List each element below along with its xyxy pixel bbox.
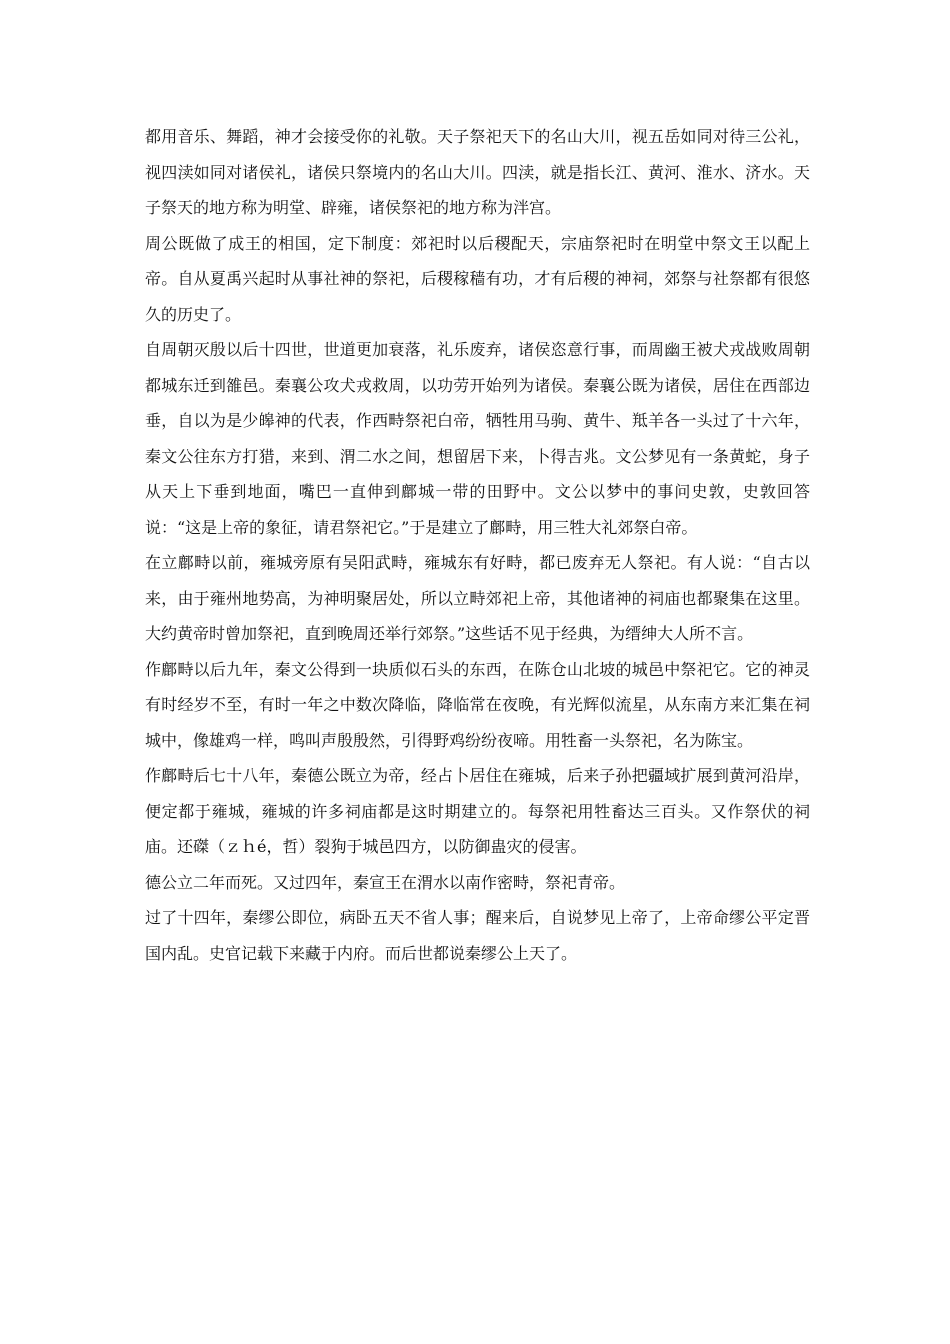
document-body — [145, 119, 810, 971]
paragraph-4: 在立鄜畤以前，雍城旁原有吴阳武畤，雍城东有好畤，都已废弃无人祭祀。有人说：“自古以来，由于雍州地势高，为神明聚居处，所以立畤郊祀上帝，其他诸神的祠庙也都聚集在这里。大约黄帝时曾加祭祀，直到晚周还举行郊祭。”这些话不见于经典，为缙绅大人所不言。 — [145, 553, 810, 643]
paragraph-7: 德公立二年而死。又过四年，秦宣王在渭水以南作密畤，祭祀青帝。 — [145, 872, 626, 892]
paragraph-8: 过了十四年，秦缪公即位，病卧五天不省人事；醒来后，自说梦见上帝了，上帝命缪公平定晋国内乱。史官记载下来藏于内府。而后世都说秦缪公上天了。 — [145, 908, 810, 963]
paragraph-5: 作鄜畤以后九年，秦文公得到一块质似石头的东西，在陈仓山北坡的城邑中祭祀它。它的神灵有时经岁不至，有时一年之中数次降临，降临常在夜晚，有光辉似流星，从东南方来汇集在祠城中，像雄鸡一样，鸣叫声殷殷然，引得野鸡纷纷夜啼。用牲畜一头祭祀，名为陈宝。 — [145, 659, 810, 750]
paragraph-6: 作鄜畤后七十八年，秦德公既立为帝，经占卜居住在雍城，后来子孙把疆域扩展到黄河沿岸，便定都于雍城，雍城的许多祠庙都是这时期建立的。每祭祀用牲畜达三百头。又作祭伏的祠庙。还磔（ｚｈé，哲）裂狗于城邑四方，以防御蛊灾的侵害。 — [145, 766, 810, 856]
paragraph-3: 自周朝灭殷以后十四世，世道更加衰落，礼乐废弃，诸侯恣意行事，而周幽王被犬戎战败周朝都城东迁到雒邑。秦襄公攻犬戎救周，以功劳开始列为诸侯。秦襄公既为诸侯，居住在西部边垂，自以为是少皞神的代表，作西畤祭祀白帝，牺牲用马驹、黄牛、羝羊各一头过了十六年，秦文公往东方打猎，来到、渭二水之间，想留居下来，卜得吉兆。文公梦见有一条黄蛇，身子从天上下垂到地面，嘴巴一直伸到鄜城一带的田野中。文公以梦中的事问史敦，史敦回答说：“这是上帝的象征，请君祭祀它。”于是建立了鄜畤，用三牲大礼郊祭白帝。 — [145, 340, 810, 537]
paragraph-1: 都用音乐、舞蹈，神才会接受你的礼敬。天子祭祀天下的名山大川，视五岳如同对待三公礼，视四渎如同对诸侯礼，诸侯只祭境内的名山大川。四渎，就是指长江、黄河、淮水、济水。天子祭天的地方称为明堂、辟雍，诸侯祭祀的地方称为泮宫。 — [145, 127, 810, 217]
paragraph-2: 周公既做了成王的相国，定下制度：郊祀时以后稷配天，宗庙祭祀时在明堂中祭文王以配上帝。自从夏禹兴起时从事社神的祭祀，后稷稼穑有功，才有后稷的神祠，郊祭与社祭都有很悠久的历史了。 — [145, 233, 810, 324]
